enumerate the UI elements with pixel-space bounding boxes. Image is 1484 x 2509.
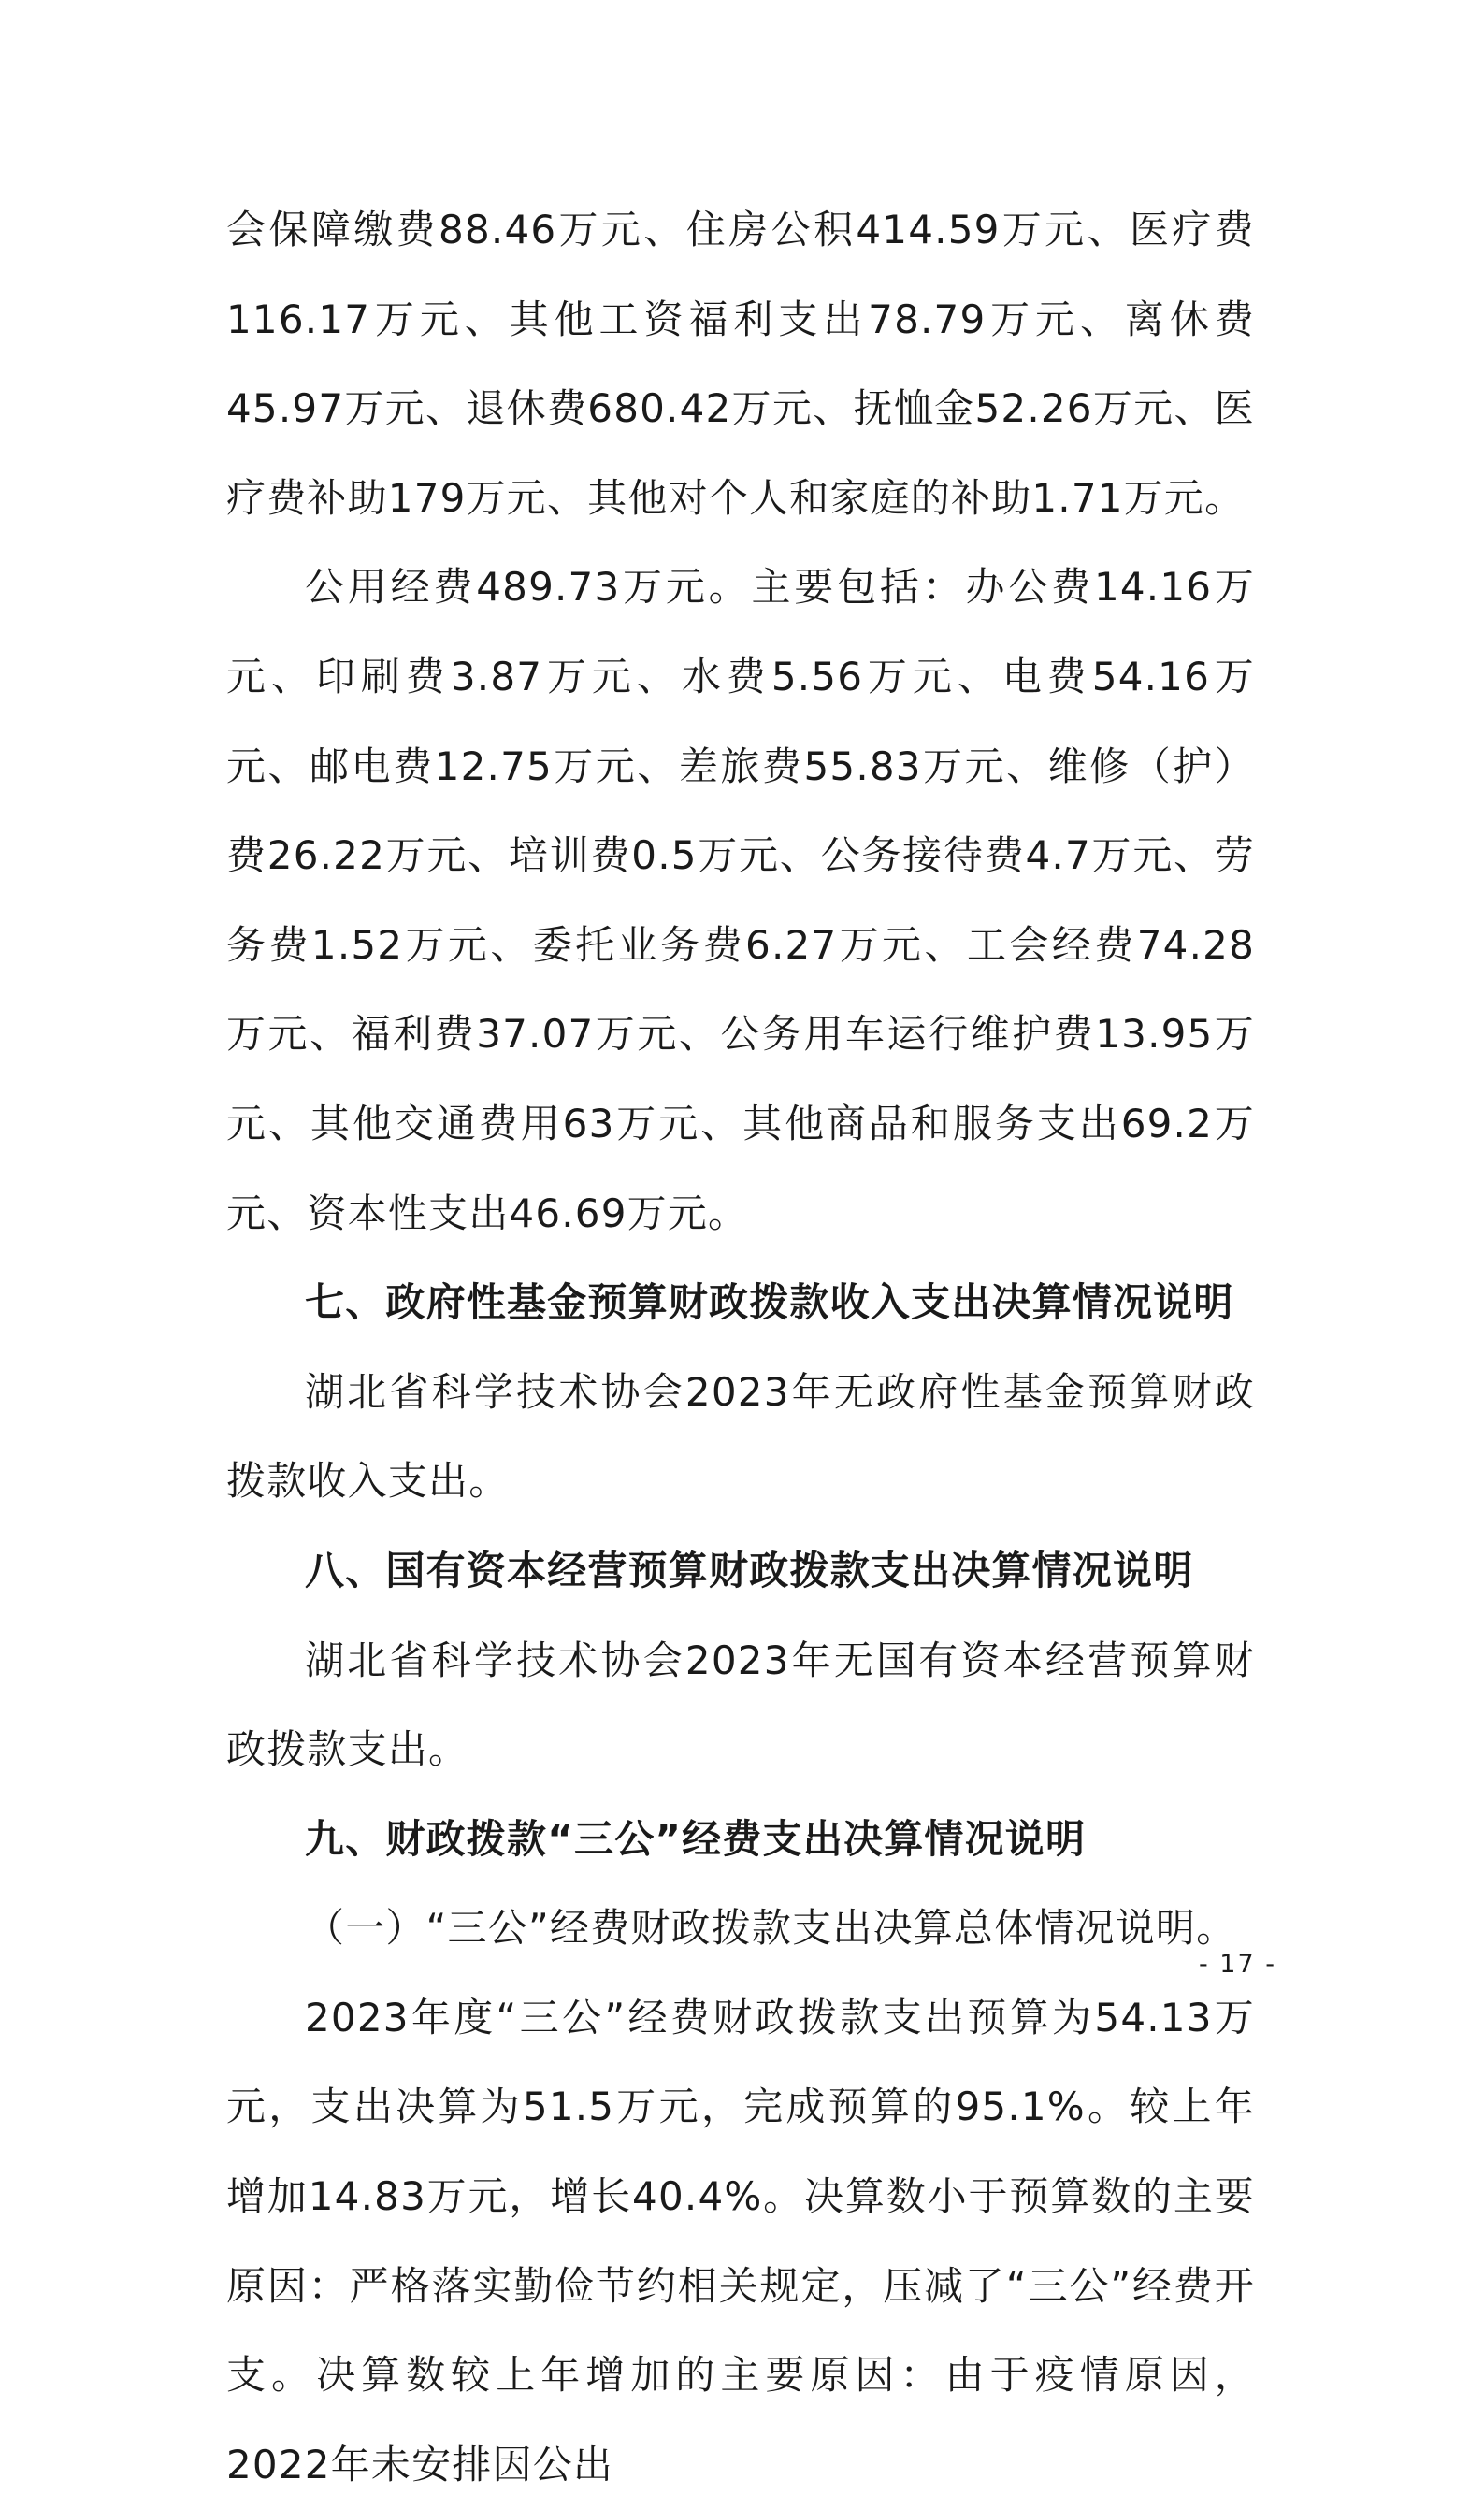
section-heading-8: 八、国有资本经营预算财政拨款支出决算情况说明 — [305, 1547, 1194, 1593]
paragraph-three-public-expenses: 2023年度“三公”经费财政拨款支出预算为54.13万元，支出决算为51.5万元，完成预算的95.1%。较上年增加14.83万元，增长40.4%。决算数小于预算数的主要原因：严格落实勤俭节约相关规定，压减了“三公”经费开支。决算数较上年增加的主要原因：由于疫情原因，2022年未安排因公出 — [226, 1994, 1255, 2487]
paragraph-section-7: 湖北省科学技术协会2023年无政府性基金预算财政拨款收入支出。 — [226, 1368, 1255, 1505]
paragraph-section-8: 湖北省科学技术协会2023年无国有资本经营预算财政拨款支出。 — [226, 1637, 1255, 1773]
section-heading-9: 九、财政拨款“三公”经费支出决算情况说明 — [305, 1815, 1087, 1862]
document-body — [226, 185, 1255, 2509]
subsection-heading-9-1: （一）“三公”经费财政拨款支出决算总体情况说明。 — [305, 1905, 1237, 1952]
page-number: - 17 - — [1198, 1950, 1276, 1979]
paragraph-personnel-expenses-continued: 会保障缴费88.46万元、住房公积414.59万元、医疗费116.17万元、其他工资福利支出78.79万元、离休费45.97万元、退休费680.42万元、抚恤金52.26万元、医疗费补助179万元、其他对个人和家庭的补助1.71万元。 — [226, 207, 1255, 521]
section-heading-7: 七、政府性基金预算财政拨款收入支出决算情况说明 — [305, 1279, 1234, 1326]
paragraph-public-expenses: 公用经费489.73万元。主要包括：办公费14.16万元、印刷费3.87万元、水费5.56万元、电费54.16万元、邮电费12.75万元、差旅费55.83万元、维修（护）费26.22万元、培训费0.5万元、公务接待费4.7万元、劳务费1.52万元、委托业务费6.27万元、工会经费74.28万元、福利费37.07万元、公务用车运行维护费13.95万元、其他交通费用63万元、其他商品和服务支出69.2万元、资本性支出46.69万元。 — [226, 564, 1255, 1236]
